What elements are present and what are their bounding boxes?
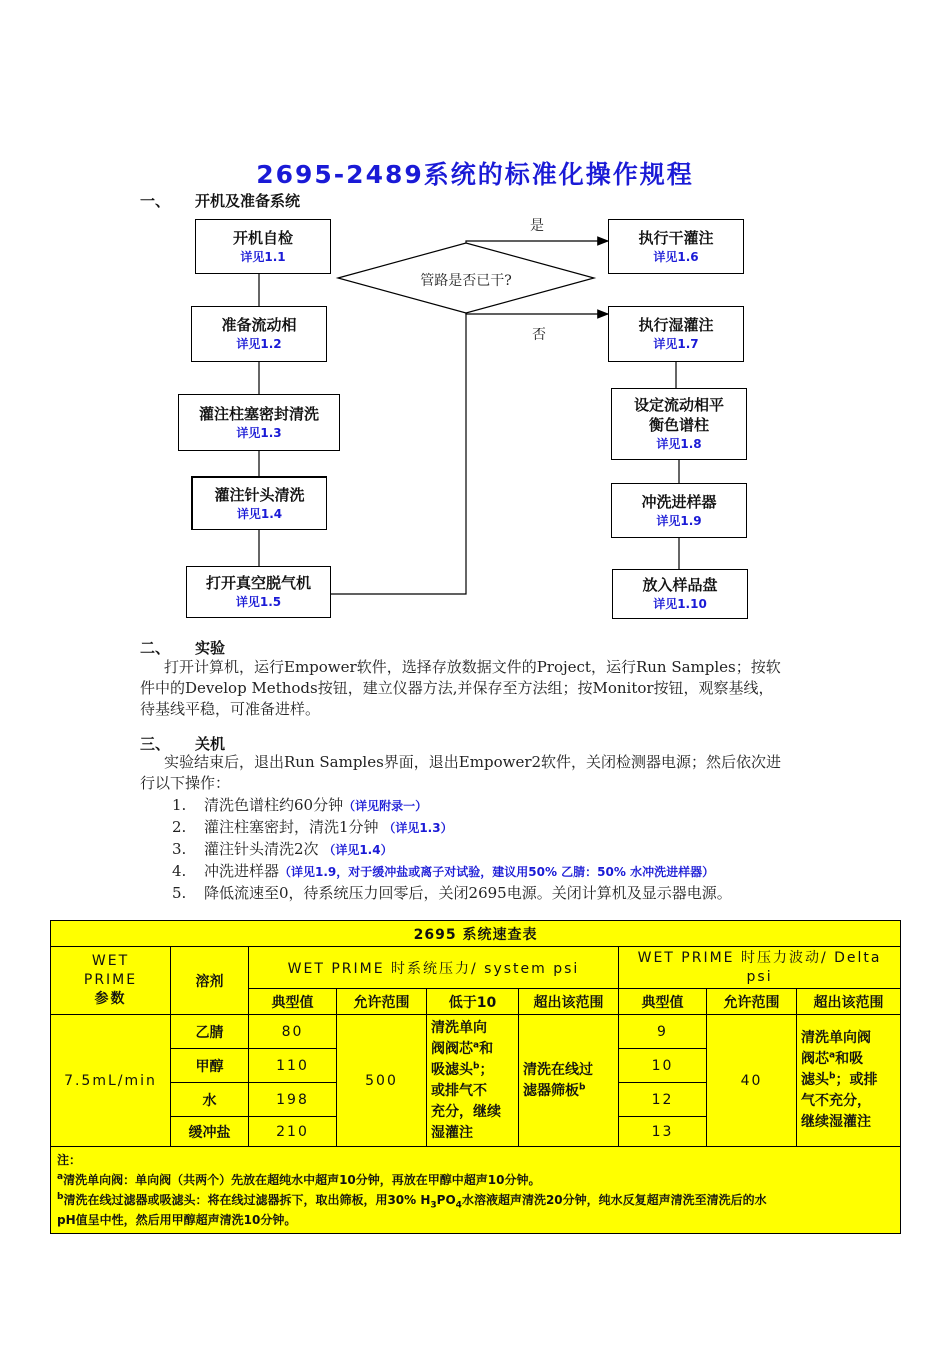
flow-box-title: 打开真空脱气机 [205, 574, 311, 592]
col-typical: 典型值 [249, 989, 337, 1015]
quick-reference-table [50, 920, 901, 1234]
flow-box-ref: 详见1.7 [653, 337, 699, 351]
delta-out-of-range-action-cell: 清洗单向阀 阀芯$^a$和吸 滤头$^b$；或排 气不充分， 继续湿灌注 [797, 1015, 901, 1147]
solvent-cell: 水 [171, 1083, 249, 1117]
section-3-heading [140, 733, 440, 753]
typical-delta-cell: 13 [619, 1117, 707, 1147]
flow-box-prepare-mobile-phase [191, 306, 327, 362]
flow-box-dry-prime [608, 219, 744, 274]
typical-pressure-cell: 198 [249, 1083, 337, 1117]
section-3-label: 关机 [195, 735, 226, 753]
wet-prime-param-header: WET PRIME 参数 [51, 947, 171, 1015]
flow-box-ref: 详见1.2 [236, 337, 282, 351]
list-item: 2. 灌注柱塞密封，清洗1分钟 （详见1.3） [172, 818, 453, 836]
flow-box-load-sample-tray [612, 569, 748, 619]
flow-rate-cell: 7.5mL/min [51, 1015, 171, 1147]
note-b-cont: pH值呈中性，然后用甲醇超声清洗10分钟。 [57, 1213, 297, 1227]
flow-box-title-line2: 衡色谱柱 [648, 416, 709, 434]
section-1-label: 开机及准备系统 [195, 192, 301, 210]
allowed-range-cell: 500 [337, 1015, 427, 1147]
system-pressure-header: WET PRIME 时系统压力/ system psi [249, 947, 619, 989]
yes-label: 是 [530, 218, 544, 234]
section-3-line: 行以下操作： [140, 774, 231, 792]
flow-box-title: 灌注针头清洗 [214, 485, 305, 504]
typical-pressure-cell: 80 [249, 1015, 337, 1049]
flow-box-title: 灌注柱塞密封清洗 [198, 404, 319, 423]
list-item: 5. 降低流速至0，待系统压力回零后，关闭2695电源。关闭计算机及显示器电源。 [172, 884, 732, 902]
flow-box-needle-wash [191, 476, 327, 530]
page-title: 2695-2489系统的标准化操作规程 [256, 160, 694, 189]
section-3-body [140, 752, 840, 794]
section-2-line: 打开计算机，运行Empower软件，选择存放数据文件的Project，运行Run Samples；按软 [164, 658, 781, 676]
list-item: 4. 冲洗进样器（详见1.9，对于缓冲盐或离子对试验，建议用50% 乙腈：50% 水冲洗进样器） [172, 862, 715, 880]
section-3-number: 三、 [140, 735, 171, 753]
flow-box-title: 执行干灌注 [638, 228, 714, 247]
flow-box-ref: 详见1.8 [656, 437, 702, 451]
out-of-range-action-cell: 清洗在线过 滤器筛板$^b$ [519, 1015, 619, 1147]
flow-box-title: 开机自检 [232, 228, 293, 247]
notes-label: 注： [57, 1153, 82, 1167]
section-2-body [140, 657, 840, 720]
flow-box-title: 准备流动相 [221, 316, 297, 334]
allowed-delta-cell: 40 [707, 1015, 797, 1147]
col-below-10: 低于10 [427, 989, 519, 1015]
flow-box-power-on-check [195, 219, 331, 274]
typical-delta-cell: 10 [619, 1049, 707, 1083]
flow-box-plunger-seal-wash [178, 394, 340, 451]
section-2-label: 实验 [195, 639, 226, 657]
solvent-cell: 乙腈 [171, 1015, 249, 1049]
flow-box-ref: 详见1.1 [240, 249, 286, 264]
below-10-action-cell: 清洗单向 阀阀芯$^a$和 吸滤头$^b$； 或排气不 充分，继续 湿灌注 [427, 1015, 519, 1147]
section-3-line: 实验结束后，退出Run Samples界面，退出Empower2软件，关闭检测器电源；然后依次进 [164, 753, 782, 771]
flow-box-title: 放入样品盘 [642, 576, 718, 594]
table-title: 2695 系统速查表 [51, 921, 901, 947]
section-2-number: 二、 [140, 639, 171, 657]
flow-box-vacuum-degasser [186, 566, 331, 618]
flow-box-title: 执行湿灌注 [638, 316, 714, 334]
list-item: 3. 灌注针头清洗2次 （详见1.4） [172, 840, 393, 858]
flow-box-wet-prime [608, 306, 744, 362]
list-item: 1. 清洗色谱柱约60分钟（详见附录一） [172, 796, 428, 814]
flow-box-ref: 详见1.5 [235, 595, 282, 609]
section-2-line: 待基线平稳，可准备进样。 [140, 700, 321, 718]
typical-delta-cell: 9 [619, 1015, 707, 1049]
section-2-line: 件中的Develop Methods按钮，建立仪器方法,并保存至方法组；按Monitor按钮，观察基线， [140, 679, 774, 697]
typical-delta-cell: 12 [619, 1083, 707, 1117]
shutdown-steps [172, 795, 892, 905]
note-b: $^b$清洗在线过滤器或吸滤头：将在线过滤器拆下，取出筛板，用30% $H_3PO_4$水溶液超声清洗20分钟，纯水反复超声清洗至清洗后的水 [57, 1192, 767, 1211]
table-notes [51, 1147, 901, 1234]
typical-pressure-cell: 110 [249, 1049, 337, 1083]
note-a: $^a$清洗单向阀：单向阀（共两个）先放在超纯水中超声10分钟，再放在甲醇中超声10分钟。 [57, 1172, 541, 1187]
flow-box-purge-injector [611, 483, 747, 538]
section-2-heading [140, 637, 440, 657]
solvent-header: 溶剂 [171, 947, 249, 1015]
flow-box-ref: 详见1.4 [236, 506, 283, 521]
flowchart-connectors [0, 0, 950, 640]
typical-pressure-cell: 210 [249, 1117, 337, 1147]
pressure-delta-header: WET PRIME 时压力波动/ Delta psi [619, 947, 901, 989]
solvent-cell: 缓冲盐 [171, 1117, 249, 1147]
col-allowed-range-delta: 允许范围 [707, 989, 797, 1015]
flow-box-title-line1: 设定流动相平 [633, 396, 724, 414]
col-out-of-range-delta: 超出该范围 [797, 989, 901, 1015]
no-label: 否 [532, 327, 546, 343]
flow-box-ref: 详见1.3 [236, 425, 282, 440]
flow-box-title: 冲洗进样器 [641, 492, 717, 511]
section-1-number: 一、 [140, 192, 171, 210]
col-typical-delta: 典型值 [619, 989, 707, 1015]
flow-box-ref: 详见1.6 [653, 249, 699, 264]
col-allowed-range: 允许范围 [337, 989, 427, 1015]
flow-box-ref: 详见1.10 [653, 597, 707, 611]
flow-box-equilibrate-column [611, 388, 747, 460]
col-out-of-range: 超出该范围 [519, 989, 619, 1015]
decision-text: 管路是否已干? [420, 273, 512, 289]
solvent-cell: 甲醇 [171, 1049, 249, 1083]
flow-box-ref: 详见1.9 [656, 513, 702, 528]
table-row [51, 1015, 901, 1049]
